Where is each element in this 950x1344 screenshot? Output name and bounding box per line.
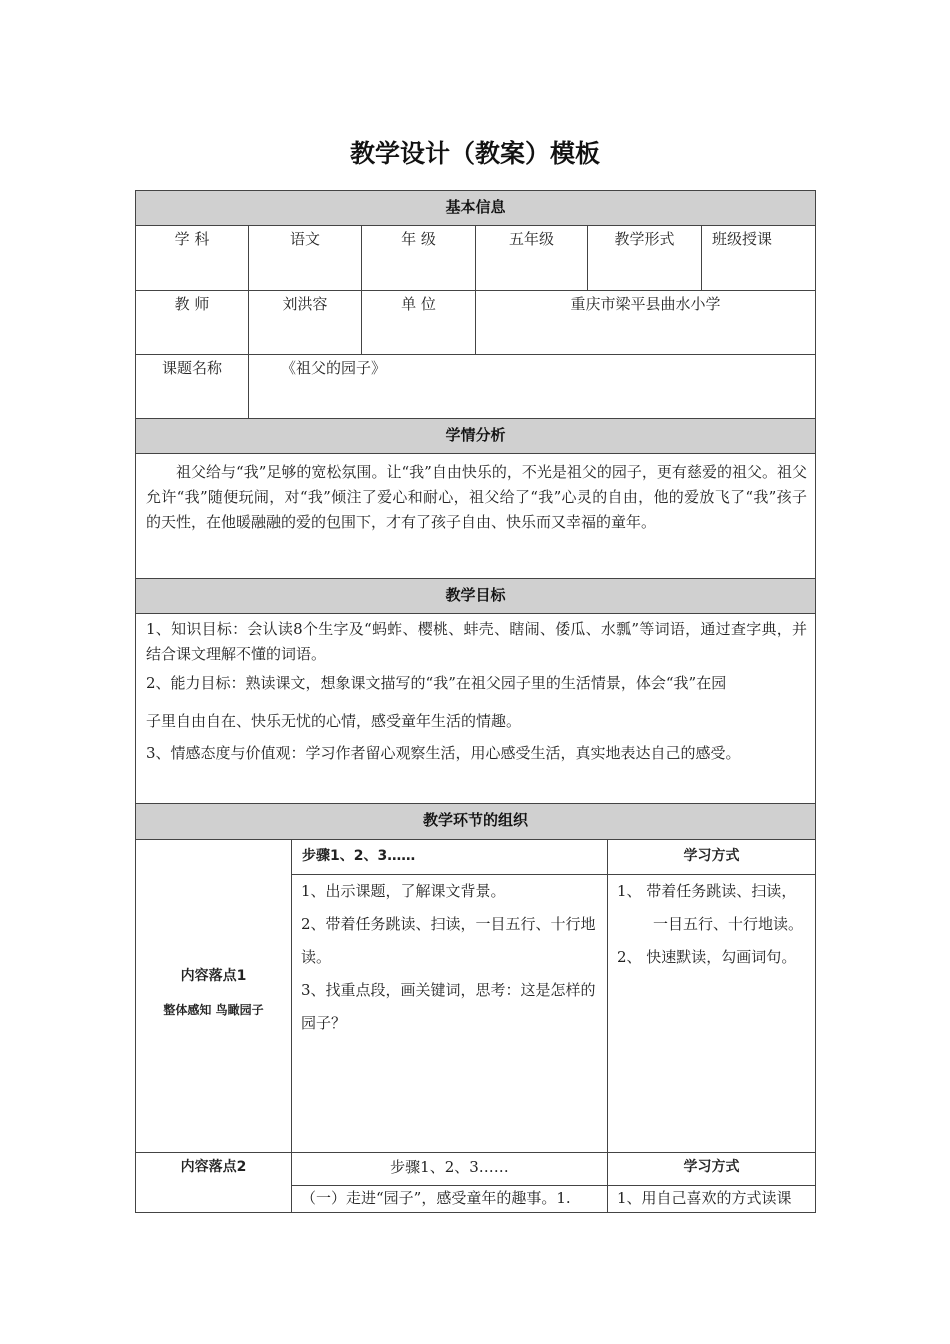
point2-steps-header: 步骤1、2、3…… [291, 1152, 608, 1186]
goal-item: 1、知识目标：会认读8个生字及“蚂蚱、樱桃、蚌壳、瞎闹、倭瓜、水瓢”等词语，通过查字典，并结合课文理解不懂的词语。 [146, 620, 807, 663]
step-line: 1、出示课题，了解课文背景。 [301, 882, 506, 900]
topic-label: 课题名称 [135, 354, 249, 419]
point1-title: 内容落点1 [180, 968, 247, 984]
page-title: 教学设计（教案）模板 [349, 139, 600, 168]
method-line: 一目五行、十行地读。 [653, 915, 804, 933]
form-label: 教学形式 [587, 225, 702, 291]
point2-method-first: 1、用自己喜欢的方式读课 [607, 1185, 816, 1213]
unit-value: 重庆市梁平县曲水小学 [475, 290, 816, 355]
point1-steps [291, 874, 608, 1153]
subject-label: 学 科 [135, 225, 249, 291]
method-line: 2、 快速默读，勾画词句。 [617, 948, 797, 966]
analysis-header: 学情分析 [135, 418, 816, 454]
unit-label: 单 位 [361, 290, 476, 355]
point2-method-header: 学习方式 [607, 1152, 816, 1186]
step-line: 2、带着任务跳读、扫读，一目五行、十行地 [301, 915, 596, 933]
teacher-value: 刘洪容 [248, 290, 362, 355]
goals-header: 教学目标 [135, 578, 816, 614]
step-line: 3、找重点段，画关键词，思考：这是怎样的 [301, 981, 596, 999]
goal-item: 2、能力目标：熟读课文，想象课文描写的“我”在祖父园子里的生活情景，体会“我”在园 [146, 674, 727, 692]
point1-subtitle: 整体感知 鸟瞰园子 [163, 1003, 264, 1017]
goal-item: 3、情感态度与价值观：学习作者留心观察生活，用心感受生活，真实地表达自己的感受。 [146, 744, 741, 762]
form-value: 班级授课 [701, 225, 816, 291]
topic-value: 《祖父的园子》 [248, 354, 816, 419]
point2-step-first: （一）走进“园子”，感受童年的趣事。1. [291, 1185, 608, 1213]
teacher-label: 教 师 [135, 290, 249, 355]
point1-methods [607, 874, 816, 1153]
basic-info-header: 基本信息 [135, 190, 816, 226]
point1-method-header: 学习方式 [607, 839, 816, 875]
goals-body [135, 613, 816, 804]
subject-value: 语文 [248, 225, 362, 291]
point2-title: 内容落点2 [135, 1152, 292, 1213]
grade-value: 五年级 [475, 225, 588, 291]
analysis-text: 祖父给与“我”足够的宽松氛围。让“我”自由快乐的，不光是祖父的园子，更有慈爱的祖父。祖父允许“我”随便玩闹，对“我”倾注了爱心和耐心，祖父给了“我”心灵的自由，他的爱放飞了“我”孩子的天性，在他暖融融的爱的包围下，才有了孩子自由、快乐而又幸福的童年。 [135, 453, 816, 579]
point1-steps-header: 步骤1、2、3…… [291, 839, 608, 875]
step-line: 读。 [301, 948, 332, 966]
step-line: 园子？ [301, 1014, 347, 1032]
grade-label: 年 级 [361, 225, 476, 291]
goal-item: 子里自由自在、快乐无忧的心情，感受童年生活的情趣。 [146, 712, 522, 730]
organization-header: 教学环节的组织 [135, 803, 816, 840]
method-line: 1、 带着任务跳读、扫读， [617, 882, 797, 900]
point1-label-cell [135, 839, 292, 1153]
